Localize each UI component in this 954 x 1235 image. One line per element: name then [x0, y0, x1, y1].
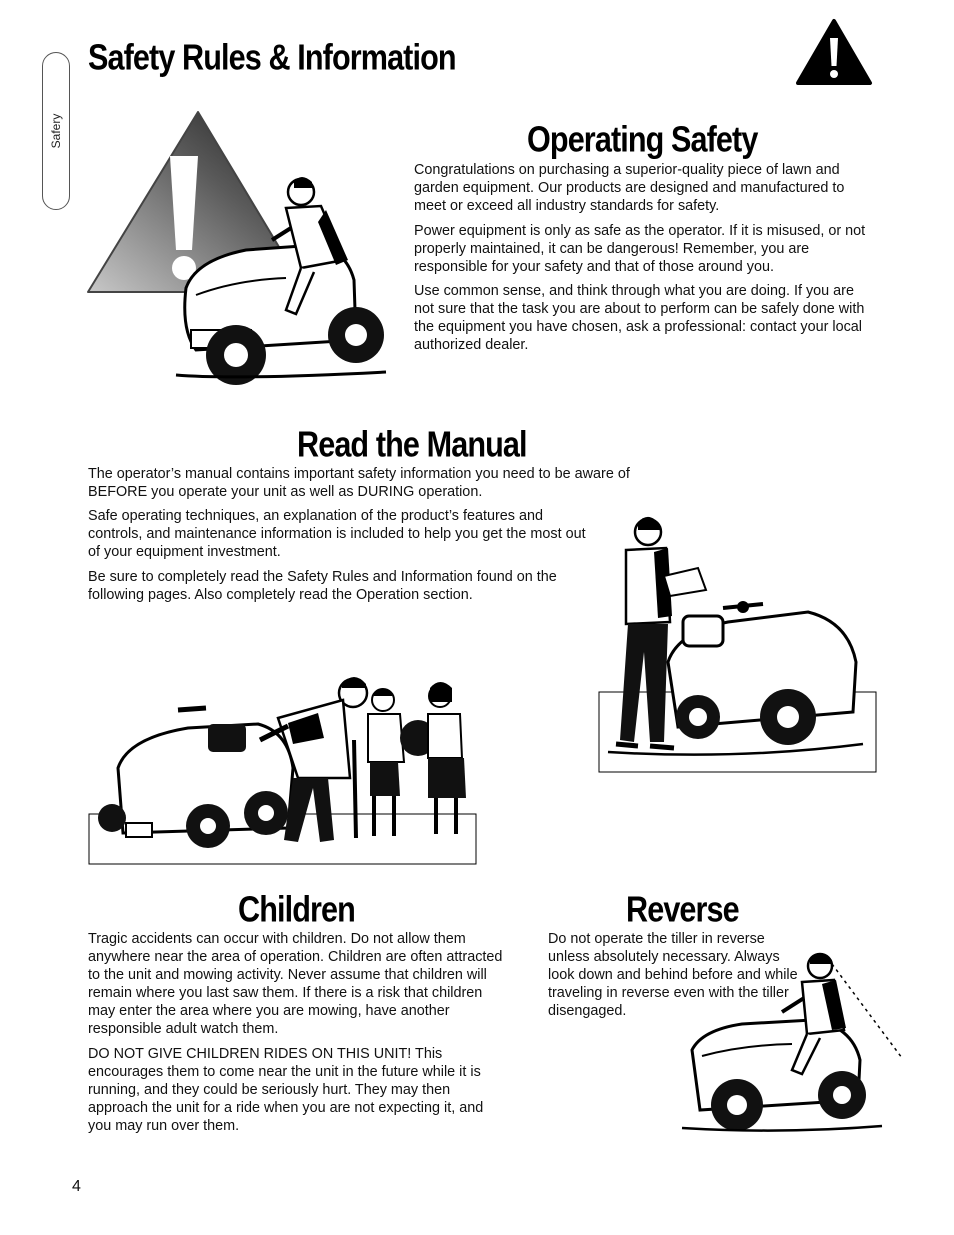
operating-safety-paragraph: Use common sense, and think through what you are doing. If you are not sure that the task you are about to perform can be safely done with the equipment you have chosen, ask a professional: contact your local authorized dealer.: [414, 283, 865, 353]
side-tab: [42, 52, 70, 210]
reverse-paragraph: Do not operate the tiller in reverse unless absolutely necessary. Always look down and behind before and while traveling in reverse even with the tiller disengaged.: [548, 931, 798, 1019]
operating-safety-heading: Operating Safety: [527, 120, 758, 160]
exclamation-icon: [170, 156, 198, 280]
warning-triangle-icon: [795, 18, 873, 86]
children-text: [88, 930, 508, 1141]
children-paragraph: DO NOT GIVE CHILDREN RIDES ON THIS UNIT! This encourages them to come near the unit in the future while it is running, and they could be seriously hurt. They may then approach the unit for a ride when you are not expecting it, and you may run over them.: [88, 1045, 484, 1134]
reading-manual-illustration: [598, 512, 878, 774]
page-title: Safety Rules & Information: [88, 38, 456, 78]
read-manual-text: [88, 507, 588, 610]
operating-safety-text: [414, 161, 874, 361]
page-number: 4: [72, 1178, 81, 1195]
children-heading: Children: [238, 890, 355, 930]
warning-rider-illustration: [86, 110, 391, 390]
reverse-heading: Reverse: [626, 890, 739, 930]
read-manual-paragraph: Be sure to completely read the Safety Rules and Information found on the following pages. Also completely read the Operation section.: [88, 568, 557, 603]
read-manual-paragraph: Safe operating techniques, an explanation of the product’s features and controls, and maintenance information is included to help you get the most out of your equipment investment.: [88, 508, 586, 560]
read-manual-intro: [88, 465, 683, 508]
operating-safety-paragraph: Congratulations on purchasing a superior-quality piece of lawn and garden equipment. Our products are designed and manufactured to meet or exceed all industry standards for safety.: [414, 162, 845, 214]
children-paragraph: Tragic accidents can occur with children. Do not allow them anywhere near the area of operation. Children are often attracted to the unit and mowing activity. Never assume that children will remain where you last saw them. If there is a risk that children may enter the area where you are mowing, have another responsible adult watch them.: [88, 931, 503, 1037]
read-manual-heading: Read the Manual: [297, 425, 527, 465]
children-mower-illustration: [88, 668, 478, 866]
operating-safety-paragraph: Power equipment is only as safe as the operator. If it is misused, or not properly maintained, it can be dangerous! Remember, you are responsible for your safety and that of those around you.: [414, 222, 866, 275]
reverse-rider-illustration: [682, 950, 907, 1135]
side-tab-label: Safery: [49, 113, 63, 149]
read-manual-paragraph: The operator’s manual contains important safety information you need to be aware of BEFORE you operate your unit as well as DURING operation.: [88, 466, 630, 500]
